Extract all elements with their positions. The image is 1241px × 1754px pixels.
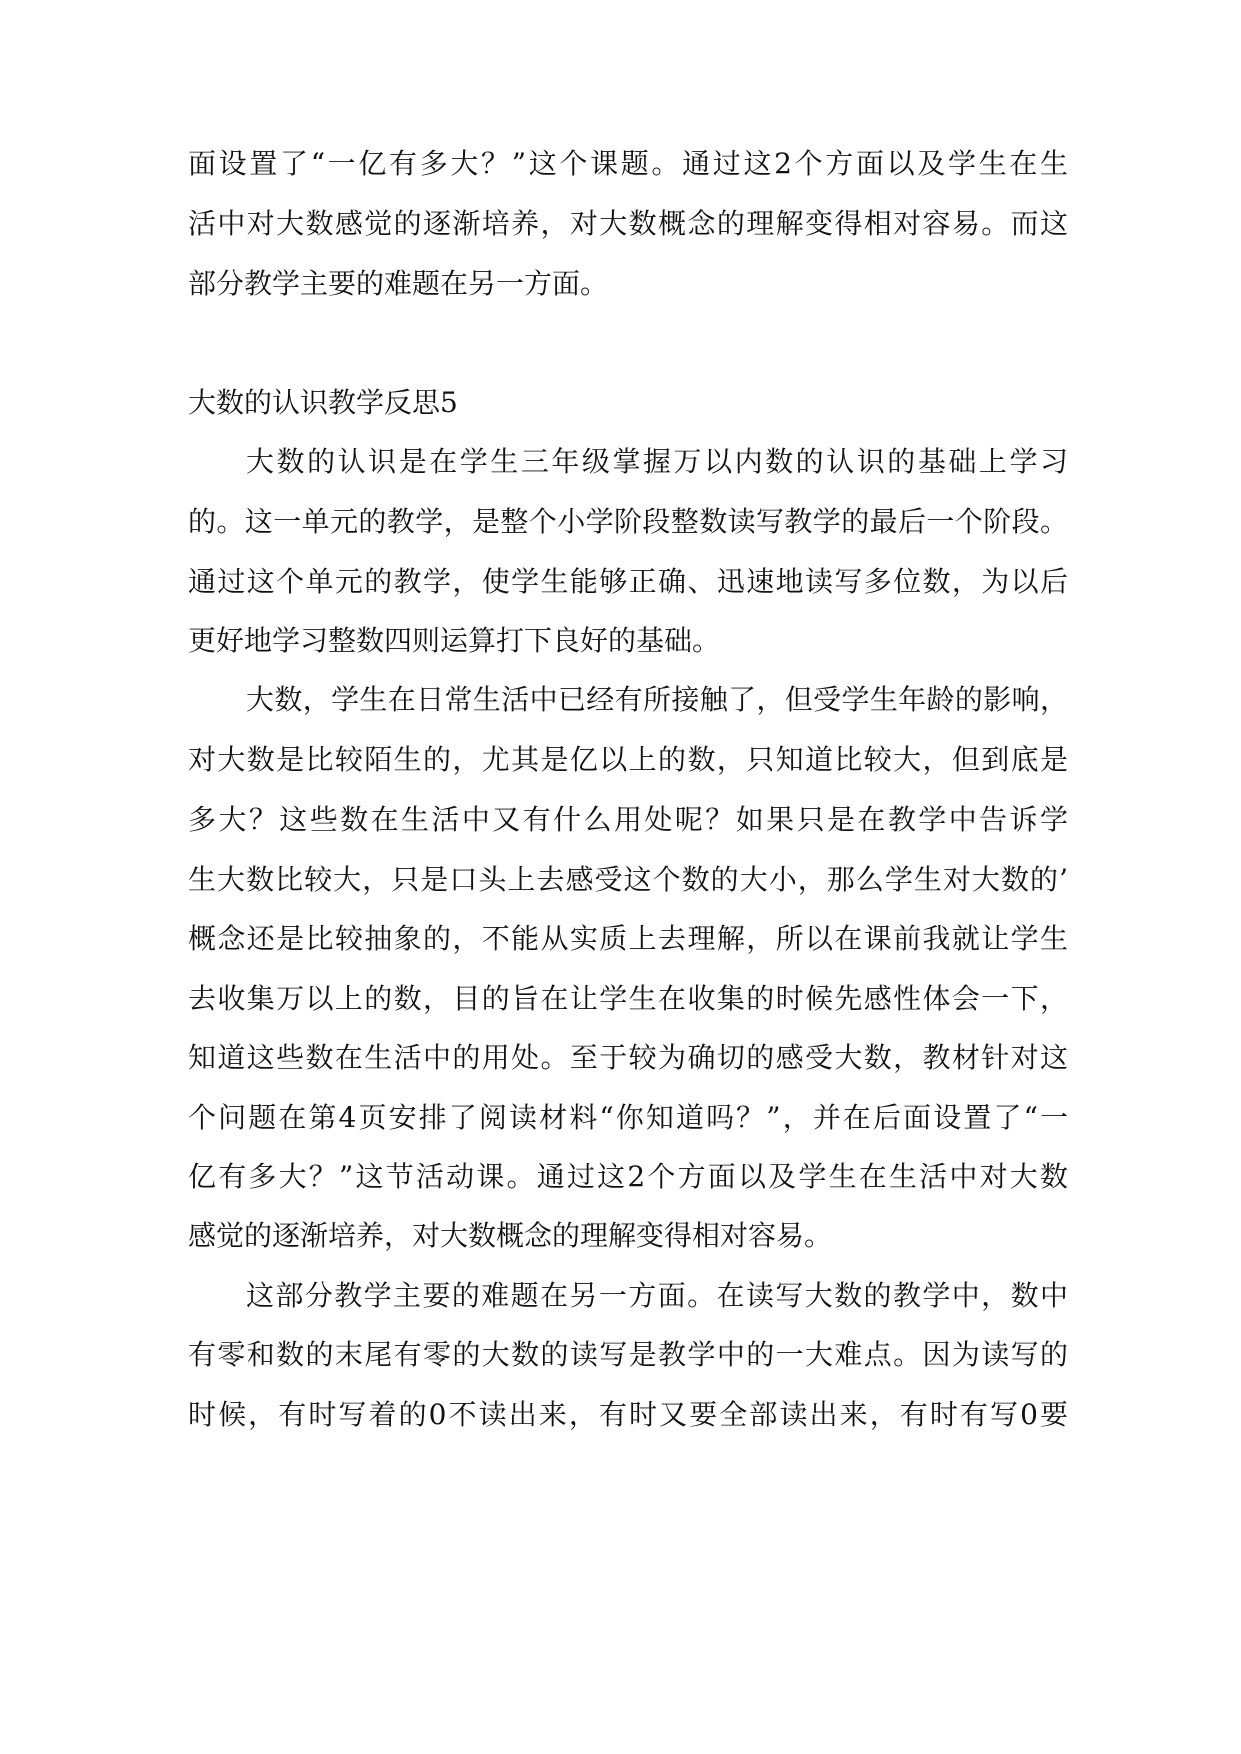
- section-heading: 大数的认识教学反思5: [188, 386, 458, 419]
- p3-line-1: 这部分教学主要的难题在另一方面。在读写大数的教学中，数中: [246, 1279, 1068, 1312]
- p1-line-1: 大数的认识是在学生三年级掌握万以内数的认识的基础上学习: [246, 445, 1068, 478]
- intro-line-2: 活中对大数感觉的逐渐培养，对大数概念的理解变得相对容易。而这: [188, 207, 1068, 240]
- p2-line-2: 对大数是比较陌生的，尤其是亿以上的数，只知道比较大，但到底是: [188, 743, 1068, 776]
- intro-line-3: 部分教学主要的难题在另一方面。: [188, 267, 609, 300]
- p2-line-8: 个问题在第4页安排了阅读材料“你知道吗？”，并在后面设置了“一: [188, 1101, 1068, 1134]
- p2-line-10: 感觉的逐渐培养，对大数概念的理解变得相对容易。: [188, 1219, 833, 1252]
- p1-line-4: 更好地学习整数四则运算打下良好的基础。: [188, 624, 721, 657]
- p2-line-7: 知道这些数在生活中的用处。至于较为确切的感受大数，教材针对这: [188, 1041, 1068, 1074]
- intro-line-1: 面设置了“一亿有多大？”这个课题。通过这2个方面以及学生在生: [188, 147, 1068, 180]
- p2-line-6: 去收集万以上的数，目的旨在让学生在收集的时候先感性体会一下，: [188, 982, 1068, 1015]
- p3-line-2: 有零和数的末尾有零的大数的读写是教学中的一大难点。因为读写的: [188, 1338, 1068, 1371]
- p1-line-3: 通过这个单元的教学，使学生能够正确、迅速地读写多位数，为以后: [188, 565, 1068, 598]
- p2-line-4: 生大数比较大，只是口头上去感受这个数的大小，那么学生对大数的’: [188, 863, 1068, 896]
- p2-line-9: 亿有多大？”这节活动课。通过这2个方面以及学生在生活中对大数: [188, 1160, 1068, 1193]
- p1-line-2: 的。这一单元的教学，是整个小学阶段整数读写教学的最后一个阶段。: [188, 505, 1068, 538]
- p2-line-1: 大数，学生在日常生活中已经有所接触了，但受学生年龄的影响，: [246, 683, 1068, 716]
- p2-line-3: 多大？这些数在生活中又有什么用处呢？如果只是在教学中告诉学: [188, 803, 1068, 836]
- p2-line-5: 概念还是比较抽象的，不能从实质上去理解，所以在课前我就让学生: [188, 922, 1068, 955]
- p3-line-3: 时候，有时写着的0不读出来，有时又要全部读出来，有时有写0要: [188, 1398, 1068, 1431]
